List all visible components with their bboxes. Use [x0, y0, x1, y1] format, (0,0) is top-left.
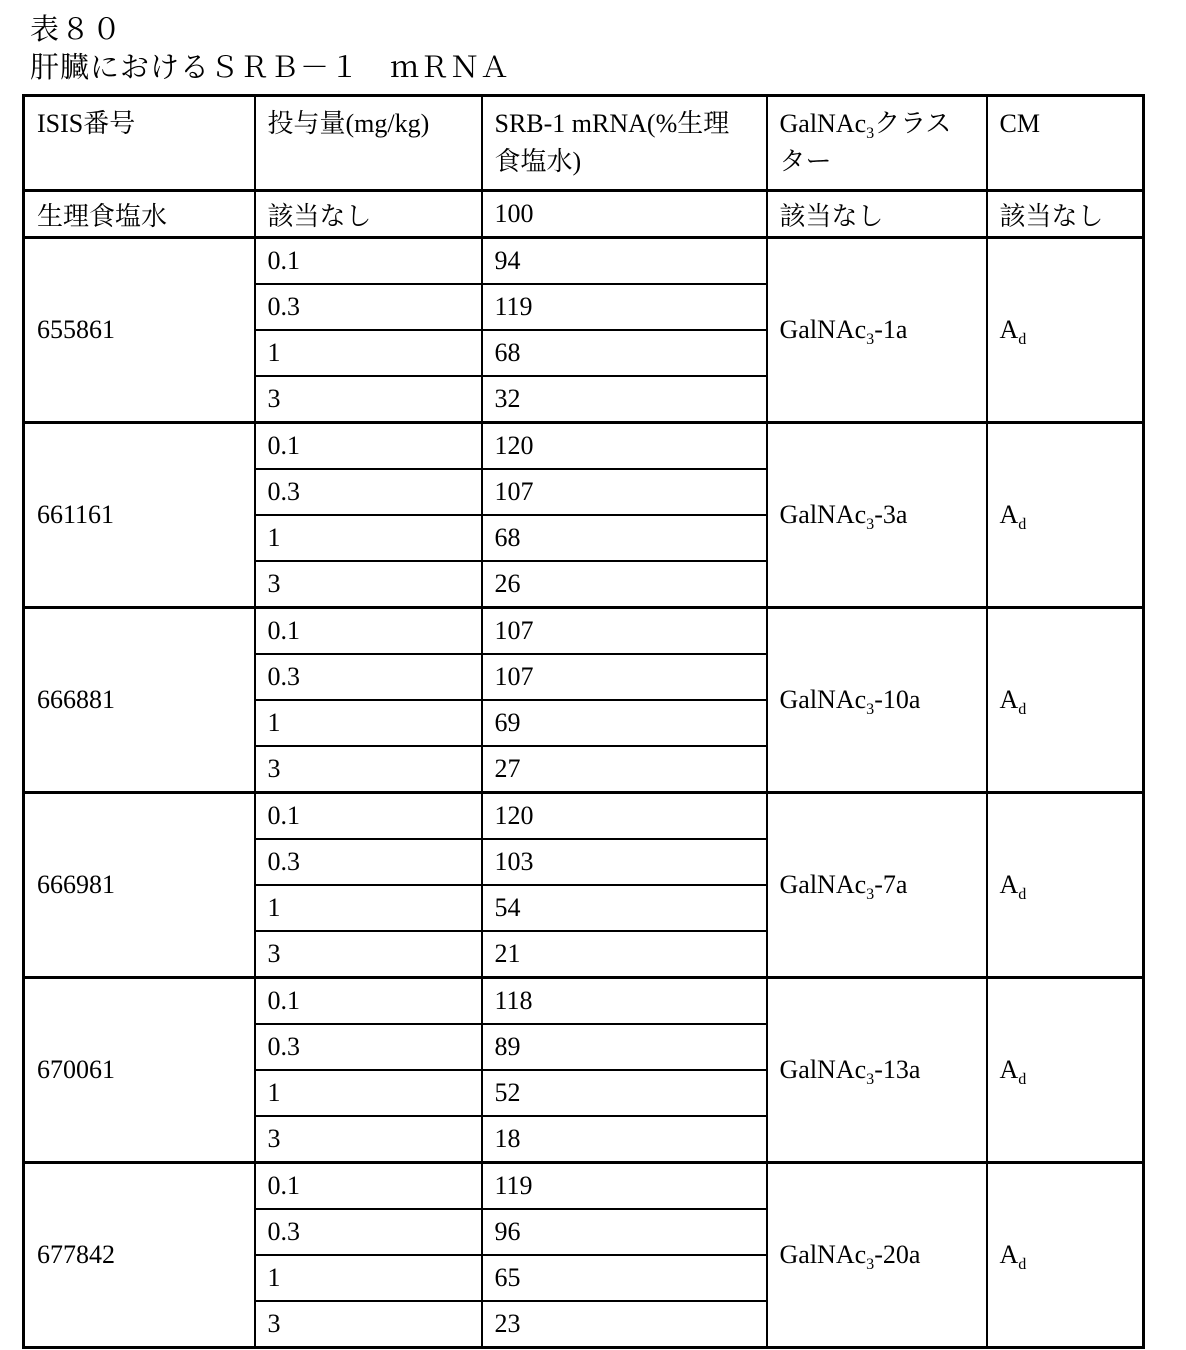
- dose-value: 3: [255, 1301, 482, 1348]
- cm-base: A: [999, 1240, 1019, 1269]
- cluster-prefix: GalNAc: [779, 685, 867, 714]
- cluster-prefix: GalNAc: [779, 1055, 867, 1084]
- mrna-value: 18: [482, 1116, 767, 1163]
- dose-value: 0.3: [255, 654, 482, 700]
- cluster-suffix: -20a: [874, 1240, 921, 1269]
- dose-value: 0.1: [255, 1163, 482, 1210]
- dose-value: 0.1: [255, 608, 482, 655]
- cm-subscript: d: [1018, 331, 1027, 349]
- cluster-prefix: GalNAc: [779, 1240, 867, 1269]
- table-subtitle: 肝臓におけるＳＲＢ－１ ｍＲＮＡ: [30, 52, 511, 84]
- galnac-cluster: [767, 978, 987, 1163]
- dose-value: 0.3: [255, 1209, 482, 1255]
- cm-base: A: [999, 685, 1019, 714]
- cluster-suffix: -13a: [874, 1055, 921, 1084]
- cluster-suffix: -10a: [874, 685, 921, 714]
- cluster-prefix: GalNAc: [779, 870, 867, 899]
- dose-value: 1: [255, 1255, 482, 1301]
- mrna-value: 103: [482, 839, 767, 885]
- dose-value: 0.3: [255, 284, 482, 330]
- table-number-title: 表８０: [30, 14, 124, 46]
- isis-number: 670061: [24, 978, 255, 1163]
- header-galnac-cluster: [767, 96, 987, 191]
- dose-value: 1: [255, 515, 482, 561]
- cm-value: [987, 793, 1144, 978]
- table-row: [24, 1163, 1144, 1210]
- cluster-subscript: 3: [866, 1256, 875, 1274]
- dose-value: 0.1: [255, 238, 482, 285]
- cm-value: [987, 238, 1144, 423]
- galnac-cluster: [767, 1163, 987, 1348]
- dose-value: 3: [255, 931, 482, 978]
- dose-value: 1: [255, 1070, 482, 1116]
- dose-value: 3: [255, 561, 482, 608]
- header-srb1-mrna: SRB-1 mRNA(%生理 食塩水): [482, 96, 767, 191]
- dose-value: 0.1: [255, 423, 482, 470]
- cm-base: A: [999, 500, 1019, 529]
- cluster-subscript: 3: [866, 1071, 875, 1089]
- isis-number: 677842: [24, 1163, 255, 1348]
- mrna-value: 96: [482, 1209, 767, 1255]
- mrna-value: 65: [482, 1255, 767, 1301]
- cluster-suffix: -3a: [874, 500, 908, 529]
- cm-subscript: d: [1018, 516, 1027, 534]
- mrna-value: 52: [482, 1070, 767, 1116]
- cluster-subscript: 3: [866, 516, 875, 534]
- dose-value: 3: [255, 376, 482, 423]
- dose-value: 1: [255, 330, 482, 376]
- cm-subscript: d: [1018, 1071, 1027, 1089]
- saline-cm: 該当なし: [987, 191, 1144, 238]
- cluster-suffix: -7a: [874, 870, 908, 899]
- header-cluster-subscript: 3: [866, 125, 875, 143]
- cm-value: [987, 423, 1144, 608]
- header-cluster-prefix: GalNAc: [779, 109, 867, 138]
- mrna-value: 69: [482, 700, 767, 746]
- mrna-value: 26: [482, 561, 767, 608]
- mrna-value: 27: [482, 746, 767, 793]
- cm-value: [987, 608, 1144, 793]
- cluster-subscript: 3: [866, 886, 875, 904]
- mrna-value: 107: [482, 654, 767, 700]
- cluster-prefix: GalNAc: [779, 315, 867, 344]
- mrna-value: 120: [482, 423, 767, 470]
- saline-mrna: 100: [482, 191, 767, 238]
- dose-value: 3: [255, 746, 482, 793]
- header-cm: CM: [987, 96, 1144, 191]
- mrna-value: 23: [482, 1301, 767, 1348]
- dose-value: 0.3: [255, 1024, 482, 1070]
- table-row: [24, 978, 1144, 1025]
- table-row: [24, 238, 1144, 285]
- header-cluster-suffix: クラス ター: [779, 109, 952, 176]
- isis-number: 666981: [24, 793, 255, 978]
- galnac-cluster: [767, 793, 987, 978]
- cluster-prefix: GalNAc: [779, 500, 867, 529]
- mrna-value: 89: [482, 1024, 767, 1070]
- mrna-value: 119: [482, 284, 767, 330]
- saline-dose: 該当なし: [255, 191, 482, 238]
- isis-number: 655861: [24, 238, 255, 423]
- table-header-row: [24, 96, 1144, 191]
- mrna-value: 118: [482, 978, 767, 1025]
- isis-number: 666881: [24, 608, 255, 793]
- mrna-value: 32: [482, 376, 767, 423]
- cm-subscript: d: [1018, 701, 1027, 719]
- mrna-value: 107: [482, 469, 767, 515]
- mrna-value: 21: [482, 931, 767, 978]
- header-dose: 投与量(mg/kg): [255, 96, 482, 191]
- srb1-mrna-table: [22, 94, 1145, 1349]
- dose-value: 1: [255, 885, 482, 931]
- header-isis-number: ISIS番号: [24, 96, 255, 191]
- mrna-value: 120: [482, 793, 767, 840]
- galnac-cluster: [767, 238, 987, 423]
- dose-value: 1: [255, 700, 482, 746]
- mrna-value: 107: [482, 608, 767, 655]
- cm-base: A: [999, 1055, 1019, 1084]
- cm-value: [987, 1163, 1144, 1348]
- cluster-subscript: 3: [866, 331, 875, 349]
- cluster-subscript: 3: [866, 701, 875, 719]
- dose-value: 0.1: [255, 793, 482, 840]
- cluster-suffix: -1a: [874, 315, 908, 344]
- galnac-cluster: [767, 423, 987, 608]
- isis-number: 661161: [24, 423, 255, 608]
- galnac-cluster: [767, 608, 987, 793]
- cm-value: [987, 978, 1144, 1163]
- dose-value: 3: [255, 1116, 482, 1163]
- dose-value: 0.3: [255, 469, 482, 515]
- cm-base: A: [999, 315, 1019, 344]
- cm-subscript: d: [1018, 1256, 1027, 1274]
- mrna-value: 94: [482, 238, 767, 285]
- saline-cluster: 該当なし: [767, 191, 987, 238]
- dose-value: 0.1: [255, 978, 482, 1025]
- saline-row: [24, 191, 1144, 238]
- saline-label: 生理食塩水: [24, 191, 255, 238]
- table-row: [24, 608, 1144, 655]
- cm-subscript: d: [1018, 886, 1027, 904]
- cm-base: A: [999, 870, 1019, 899]
- dose-value: 0.3: [255, 839, 482, 885]
- table-row: [24, 423, 1144, 470]
- mrna-value: 54: [482, 885, 767, 931]
- mrna-value: 119: [482, 1163, 767, 1210]
- mrna-value: 68: [482, 515, 767, 561]
- table-row: [24, 793, 1144, 840]
- mrna-value: 68: [482, 330, 767, 376]
